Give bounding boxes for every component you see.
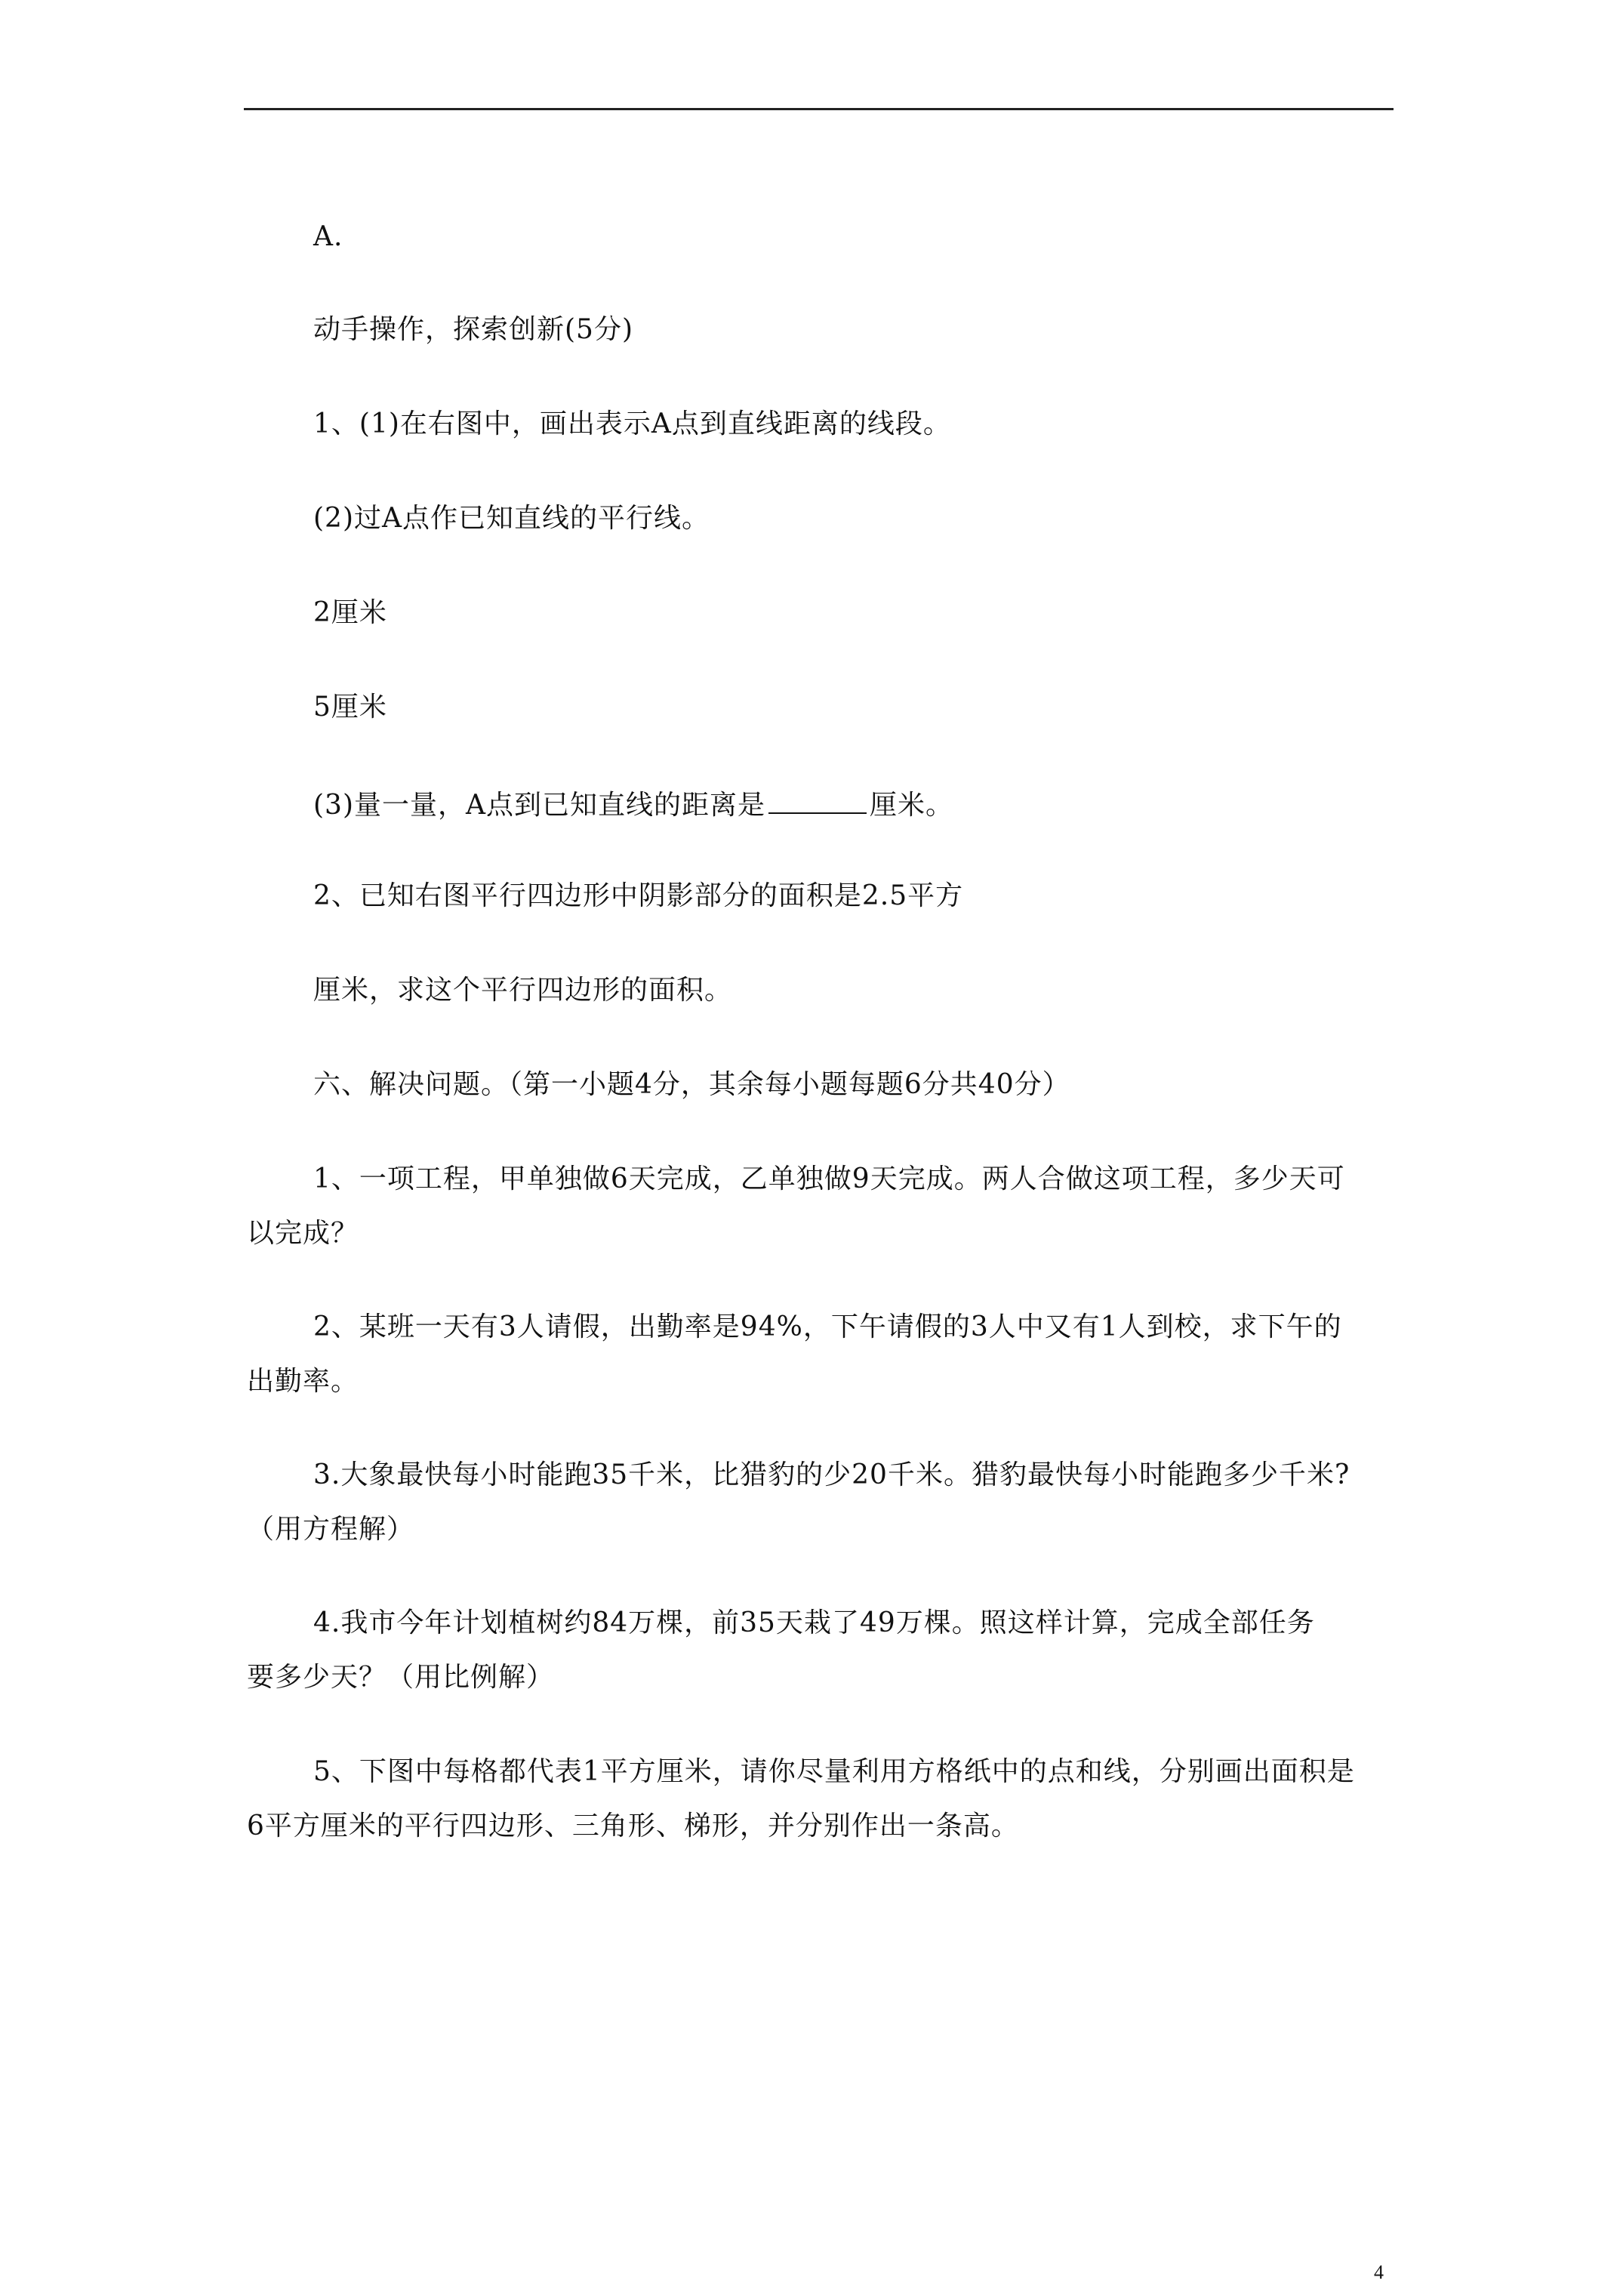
answer-choice-a: A. (313, 221, 343, 252)
problem-4-line-2: 要多少天？（用比例解） (247, 1662, 555, 1693)
question-2-line-1: 2、已知右图平行四边形中阴影部分的面积是2.5平方 (313, 880, 964, 911)
problem-4-line-1: 4.我市今年计划植树约84万棵，前35天栽了49万棵。照这样计算，完成全部任务 (313, 1607, 1315, 1638)
figure-label-2cm: 2厘米 (313, 597, 387, 628)
question-1-part-2: (2)过A点作已知直线的平行线。 (313, 503, 710, 534)
header-rule (244, 108, 1394, 110)
problem-1-line-2: 以完成？ (247, 1218, 359, 1249)
problem-3-line-1: 3.大象最快每小时能跑35千米，比猎豹的少20千米。猎豹最快每小时能跑多少千米? (313, 1459, 1350, 1490)
question-1-part-3-unit: 厘米。 (870, 790, 954, 821)
question-2-line-2: 厘米，求这个平行四边形的面积。 (313, 975, 733, 1006)
section-heading-hands-on: 动手操作，探索创新(5分) (313, 314, 633, 345)
question-1-part-3-text: (3)量一量，A点到已知直线的距离是 (313, 790, 765, 821)
problem-2-line-1: 2、某班一天有3人请假，出勤率是94%，下午请假的3人中又有1人到校，求下午的 (313, 1311, 1342, 1342)
problem-5-line-2: 6平方厘米的平行四边形、三角形、梯形，并分别作出一条高。 (247, 1811, 1019, 1841)
problem-1-line-1: 1、一项工程，甲单独做6天完成，乙单独做9天完成。两人合做这项工程，多少天可 (313, 1163, 1345, 1194)
answer-blank (768, 785, 867, 814)
question-1-part-3 (313, 785, 953, 822)
page-number: 4 (1374, 2261, 1384, 2283)
section-heading-problem-solving: 六、解决问题。（第一小题4分，其余每小题每题6分共40分） (313, 1069, 1070, 1100)
problem-3-line-2: （用方程解） (247, 1514, 415, 1545)
problem-2-line-2: 出勤率。 (247, 1366, 359, 1397)
question-1-part-1: 1、(1)在右图中，画出表示A点到直线距离的线段。 (313, 408, 951, 439)
figure-label-5cm: 5厘米 (313, 692, 387, 723)
problem-5-line-1: 5、下图中每格都代表1平方厘米，请你尽量利用方格纸中的点和线，分别画出面积是 (313, 1756, 1355, 1787)
